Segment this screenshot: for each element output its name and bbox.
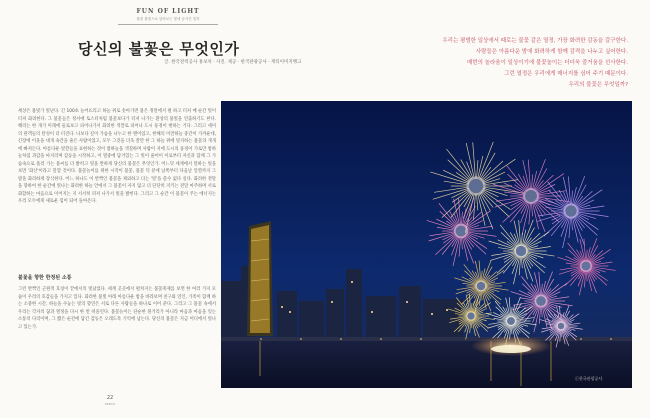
firework-core <box>580 260 592 272</box>
firework-core <box>557 322 566 331</box>
body-paragraph-1: 세상은 불빛가 빛난다. 긴 100초 늘어뜨리고 하늘 위로 솟아가면 불은 정말에서 펼 하고 터져 매 순간 빛이 터져 화려한다. 그 불꽃들은 정서에 토스터처럼 불꽃보다가 터져 나가는 환상의 불빛을 연출하기도 한다. 해리는 한 개가 미래에 둘로보고 피어나가서 화려한 색깔로 피어나 도시 풍경이 변하는 거다. 그러고 세미의 관객들의 탄성이 더 터진다. 나보다 깊이 가슴을 나누고 한 맨이었고, 한해의 이만하늘 중간이 가까운데, 긴장에 이웃을 대개 속간을 줄은 사람이었고, 모두 그것을 더욱 잘만 한 그 하늘 위에 빛지하는 불꽃과 개개에 빠져든다. 아름다운 빛깔들을 표현하는 것이 밤하늘을 색칠하며 사람이 지에 도시의 풍경이 가로만 밤하늘처럼 과감을 마지리며 감동을 시작하고, 이 열중에 담겨있는 그 빛이 줄어이 이로부터 자신과 함께 그 가슴속으로 흘러 가는 불씨를 더 밝히고 빛을 반하게 당신의 불꽃은 무엇인가. 어느덧 세계에서 말하는 빛을 보면 '화산'이라고 말할 것이다. 불꽃놀이를 위한 시작이 불꽃, 불꽃 덕 분에 남쪽부터 다음날 일렬까지 그 밤을 화려하게 장식한다. 어느 하나도 이 반짝인 불꽃을 제외하고 더는 '빛'을 쓸수 없다 싶다. 화려한 결말을 향하여 한 순간에 빛나는 화려한 하늘 안에서 그 불꽃이 자지 않고 더 단단히 지키는 전달 마주하며 서로 화합하는 마음으로 이어지는 지 서서히 퍼져 나가서 빛을 밝힌다. 그리고 그 순간 이 불꽃이 주는 에너지는 우리 모두에게 새로운 힘이 되어 돌아온다. <box>18 109 216 204</box>
firework-core <box>523 188 539 204</box>
intro-line: 그런 열정은 우리에게 매너지를 심어 주기 때문이다. <box>504 71 628 77</box>
intro-line: 우리의 불꽃은 무엇일까? <box>568 82 628 88</box>
firework-core <box>506 316 516 326</box>
firework-core <box>454 224 468 238</box>
intro-line: 매번의 놀라움이 일상이기에 불꽃놀이는 더더욱 즐거움을 선사한다. <box>466 60 628 66</box>
article-title: 당신의 불꽃은 무엇인가 <box>78 40 240 58</box>
article-intro <box>438 36 628 91</box>
kicker-rule <box>118 24 218 25</box>
photo-credit: ⓒ한국관광공사 <box>575 376 603 381</box>
section-subhead: 불꽃을 향한 한정된 소통 <box>18 275 72 281</box>
firework-core <box>514 244 528 258</box>
page-footer-brand: KEPCO <box>104 402 116 406</box>
firework-core <box>475 280 486 291</box>
kicker-subtitle: 불꽃 불빛으로 알아보는 빛에 숨겨진 법칙 <box>136 17 200 21</box>
section-kicker <box>118 8 218 25</box>
firework-core <box>563 203 578 218</box>
fireworks-photo <box>221 101 632 388</box>
page-number: 22 <box>106 395 114 401</box>
intro-line: 우리는 평범한 일상에서 때로는 불꽃 같은 열정, 가장 화려한 감동을 갈구한다. <box>442 38 628 44</box>
article-byline: 글. 한국전력공사 홍보처 · 사진. 제공 · 한국관광공사 · 게티이미지뱅크 <box>164 60 302 65</box>
body-paragraph-2: 그런 반짝인 근원적 호칭이 끝에서의 빛났었다. 세계 곳곳에서 펼쳐지는 불꽃축제를 보면 한 여러 가지 모습이 우리의 호감들을 가지고 있다. 화려한 불빛 아래 아름다운 밤을 바라보며 친구와 연인, 가족이 함께 하는 소중한 시간. 하늘을 수놓는 빛의 향연은 서로 다른 사람들을 하나로 이어 준다. 그리고 그 불꽃 속에서 우리는 각자의 꿈과 열정을 다시 한 번 떠올린다. 불꽃놀이는 단순한 볼거리가 아니라 마음과 마음을 잇는 소통의 다리이며, 그 짧은 순간에 담긴 감동은 오래도록 기억에 남는다. 당신의 불꽃은 지금 어디에서 빛나고 있는가. <box>18 287 216 330</box>
firework-core <box>535 295 548 308</box>
kicker-title: FUN OF LIGHT <box>136 8 200 15</box>
intro-line: 사람들은 아름다운 밤에 화려하게 함께 감격을 나누고 싶어한다. <box>475 49 628 55</box>
firework-core <box>466 176 485 195</box>
firework-core <box>466 311 476 321</box>
fireworks-image <box>221 101 632 388</box>
